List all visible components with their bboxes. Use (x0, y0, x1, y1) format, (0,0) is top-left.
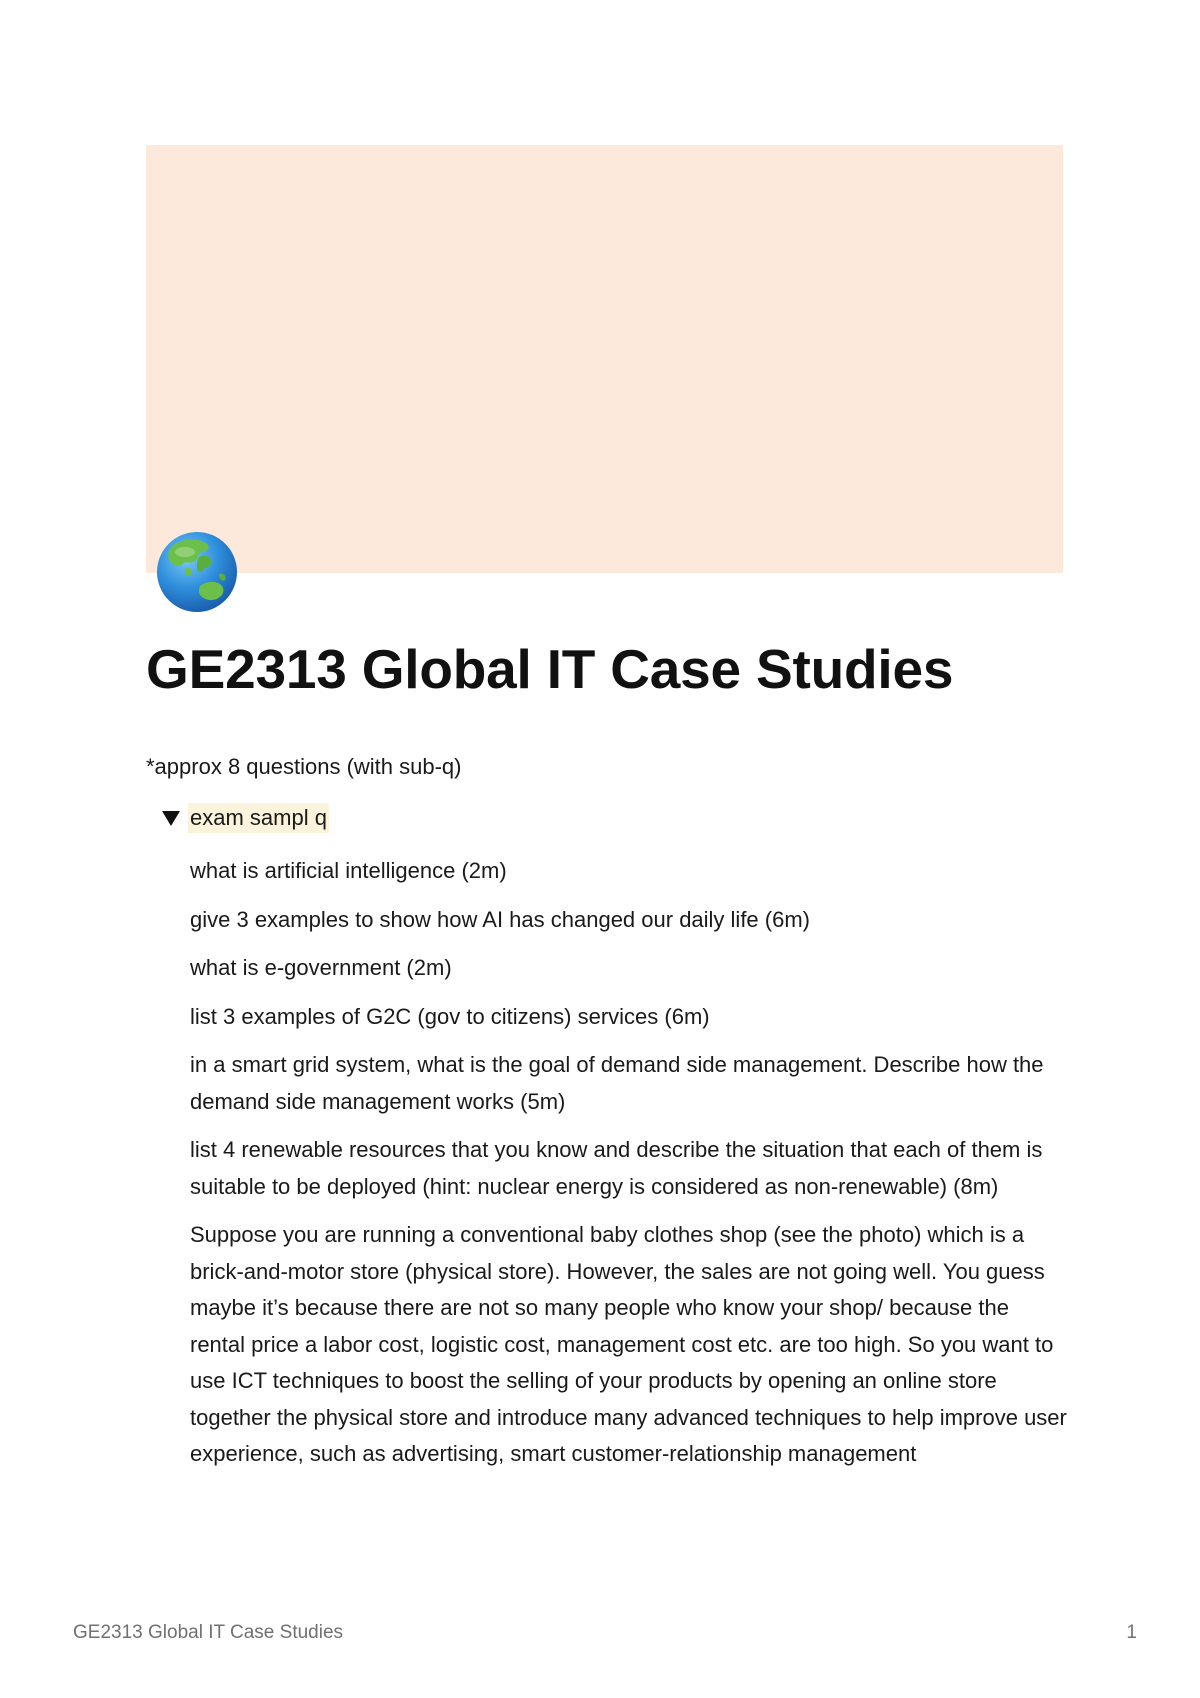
exam-note: *approx 8 questions (with sub-q) (146, 754, 462, 779)
question-list (190, 853, 1070, 1485)
toggle-label: exam sampl q (188, 803, 329, 833)
toggle-exam-sample-questions[interactable] (160, 803, 329, 833)
footer-title: GE2313 Global IT Case Studies (73, 1622, 344, 1643)
globe-icon (155, 530, 239, 614)
list-item: in a smart grid system, what is the goal of demand side management. Describe how the demand side management works (5m) (190, 1052, 1044, 1114)
list-item: list 3 examples of G2C (gov to citizens) services (6m) (190, 1003, 710, 1029)
page-number: 1 (1126, 1622, 1137, 1643)
list-item: what is e-government (2m) (190, 955, 452, 980)
cover-banner (146, 145, 1063, 573)
list-item: what is artificial intelligence (2m) (190, 858, 507, 883)
page-title: GE2313 Global IT Case Studies (146, 638, 954, 700)
list-item: Suppose you are running a conventional baby clothes shop (see the photo) which is a brick-and-motor store (physical store). However, the sales are not going well. You guess maybe it’s because there are not so many people who know your shop/ because the rental price a labor cost, logistic cost, management cost etc. are too high. So you want to use ICT techniques to boost the selling of your products by opening an online store together the physical store and introduce many advanced techniques to help improve user experience, such as advertising, smart customer-relationship management (190, 1222, 1067, 1466)
list-item: list 4 renewable resources that you know and describe the situation that each of them is suitable to be deployed (hint: nuclear energy is considered as non-renewable) (8m) (190, 1137, 1043, 1199)
list-item: give 3 examples to show how AI has changed our daily life (6m) (190, 906, 810, 932)
triangle-down-icon[interactable] (160, 808, 182, 828)
